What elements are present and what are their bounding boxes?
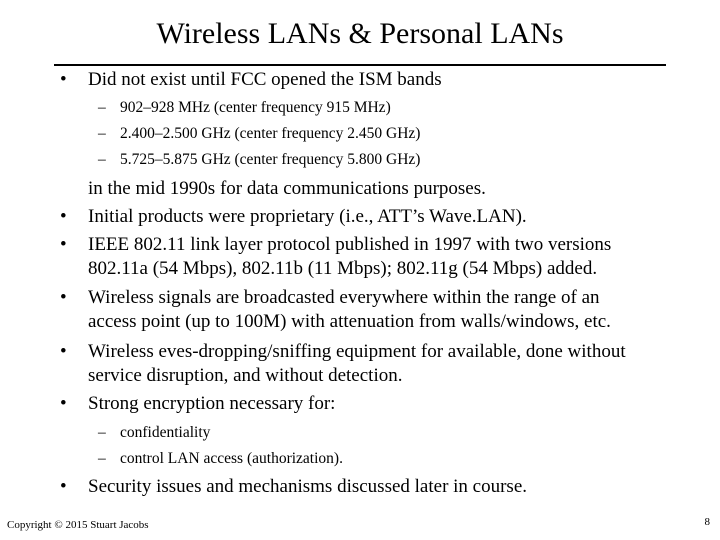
page-number: 8 — [704, 516, 710, 528]
continuation-text: in the mid 1990s for data communications purposes. — [88, 178, 486, 199]
bullet-marker: • — [60, 393, 67, 414]
sub-bullet-text: confidentiality — [120, 424, 211, 441]
sub-bullet-text: 5.725–5.875 GHz (center frequency 5.800 GHz) — [120, 151, 421, 168]
bullet-marker: • — [60, 206, 67, 227]
bullet-text: Strong encryption necessary for: — [88, 393, 336, 414]
bullet-text: IEEE 802.11 link layer protocol published in 1997 with two versions — [88, 234, 612, 255]
title-divider — [54, 64, 666, 66]
sub-bullet-marker: – — [98, 125, 106, 142]
sub-bullet-marker: – — [98, 424, 106, 441]
sub-bullet-text: 2.400–2.500 GHz (center frequency 2.450 GHz) — [120, 125, 421, 142]
sub-bullet-text: 902–928 MHz (center frequency 915 MHz) — [120, 99, 391, 116]
bullet-text: Did not exist until FCC opened the ISM bands — [88, 69, 442, 90]
sub-bullet-marker: – — [98, 151, 106, 168]
bullet-marker: • — [60, 69, 67, 90]
bullet-marker: • — [60, 341, 67, 362]
bullet-text: Wireless signals are broadcasted everywhere within the range of an — [88, 287, 600, 308]
bullet-marker: • — [60, 287, 67, 308]
bullet-text: Security issues and mechanisms discussed later in course. — [88, 476, 528, 497]
copyright-footer: Copyright © 2015 Stuart Jacobs — [7, 519, 149, 531]
bullet-text-cont: access point (up to 100M) with attenuation from walls/windows, etc. — [88, 311, 611, 332]
sub-bullet-marker: – — [98, 450, 106, 467]
bullet-text-cont: 802.11a (54 Mbps), 802.11b (11 Mbps); 802.11g (54 Mbps) added. — [88, 258, 598, 279]
bullet-text-cont: service disruption, and without detection. — [88, 365, 403, 386]
slide-title: Wireless LANs & Personal LANs — [156, 17, 564, 50]
sub-bullet-marker: – — [98, 99, 106, 116]
bullet-marker: • — [60, 476, 67, 497]
bullet-text: Wireless eves-dropping/sniffing equipment for available, done without — [88, 341, 626, 362]
bullet-marker: • — [60, 234, 67, 255]
bullet-text: Initial products were proprietary (i.e., ATT’s Wave.LAN). — [88, 206, 527, 227]
sub-bullet-text: control LAN access (authorization). — [120, 450, 343, 467]
